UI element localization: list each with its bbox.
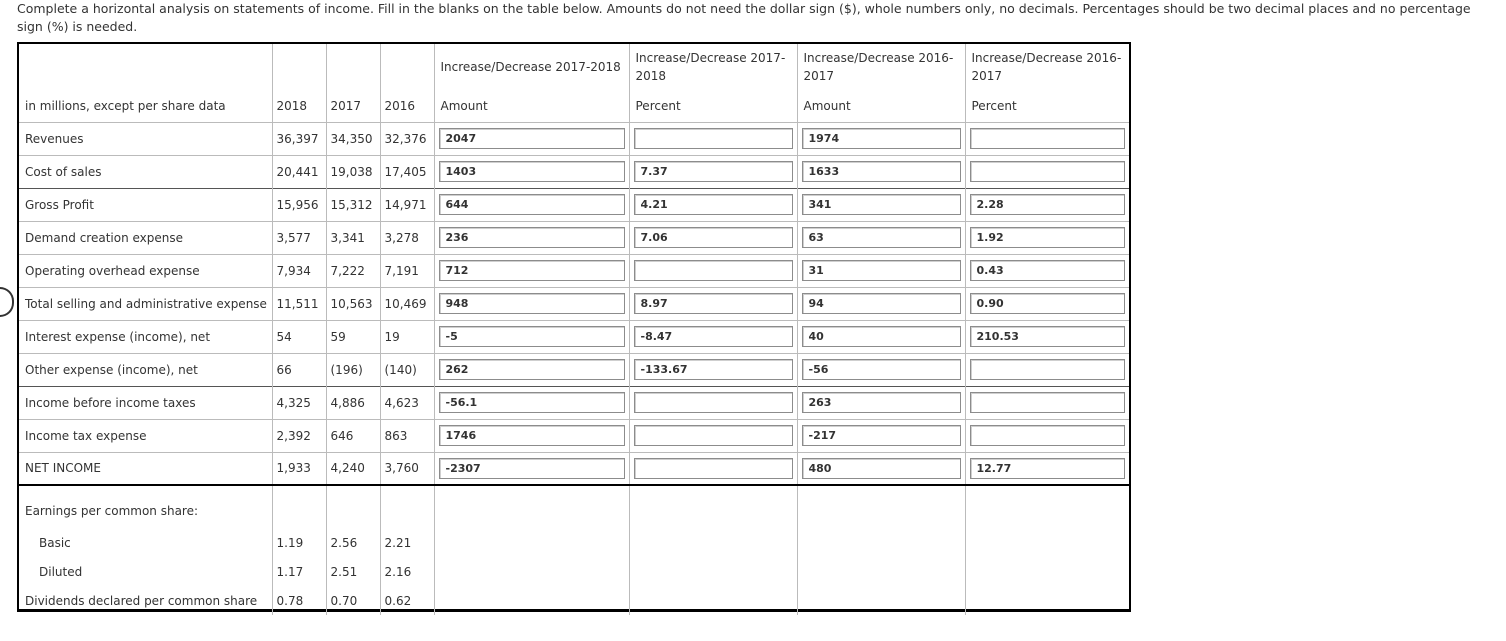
value-2017: 19,038 [326, 155, 380, 188]
eps-basic-row [19, 528, 1129, 557]
value-2018: 15,956 [272, 188, 326, 221]
row-label: Interest expense (income), net [19, 320, 272, 353]
amount-2017-2018-input-cell [434, 419, 629, 452]
table-row [19, 320, 1129, 353]
header-amount-2017-2018: Increase/Decrease 2017-2018 [434, 44, 629, 90]
row-label: Other expense (income), net [19, 353, 272, 386]
value-2016: 863 [380, 419, 434, 452]
percent-header: Percent [629, 90, 797, 122]
percent-2017-2018-input[interactable] [634, 392, 793, 413]
amount-2016-2017-input-cell [797, 221, 965, 254]
row-label: Operating overhead expense [19, 254, 272, 287]
percent-2017-2018-input[interactable]: -133.67 [634, 359, 793, 380]
value-2018: 66 [272, 353, 326, 386]
amount-2016-2017-input[interactable]: 63 [802, 227, 961, 248]
amount-2017-2018-input[interactable]: -5 [439, 326, 625, 347]
value-2016: 3,278 [380, 221, 434, 254]
percent-2016-2017-input-cell [965, 122, 1129, 155]
amount-2016-2017-input[interactable]: 263 [802, 392, 961, 413]
amount-2016-2017-input[interactable]: 31 [802, 260, 961, 281]
value-2017: 7,222 [326, 254, 380, 287]
percent-2016-2017-input[interactable] [970, 392, 1126, 413]
amount-2016-2017-input[interactable]: 40 [802, 326, 961, 347]
row-label: NET INCOME [19, 452, 272, 485]
eps-diluted-row [19, 557, 1129, 586]
section-divider [19, 485, 1129, 493]
eps-basic-2017: 2.56 [326, 528, 380, 557]
amount-2017-2018-input-cell [434, 155, 629, 188]
amount-2016-2017-input-cell [797, 188, 965, 221]
eps-heading-row [19, 493, 1129, 528]
percent-2017-2018-input[interactable] [634, 425, 793, 446]
amount-2016-2017-input-cell [797, 287, 965, 320]
eps-diluted-2017: 2.51 [326, 557, 380, 586]
horizontal-analysis-table [17, 42, 1131, 612]
dividends-2017: 0.70 [326, 586, 380, 615]
percent-2017-2018-input[interactable]: -8.47 [634, 326, 793, 347]
value-2017: 59 [326, 320, 380, 353]
value-2017: 4,886 [326, 386, 380, 419]
percent-2017-2018-input[interactable]: 8.97 [634, 293, 793, 314]
amount-2017-2018-input[interactable]: -2307 [439, 458, 625, 479]
percent-2017-2018-input[interactable]: 7.37 [634, 161, 793, 182]
amount-2016-2017-input[interactable]: 480 [802, 458, 961, 479]
percent-2016-2017-input-cell [965, 320, 1129, 353]
value-2018: 7,934 [272, 254, 326, 287]
table-row [19, 254, 1129, 287]
value-2016: 3,760 [380, 452, 434, 485]
value-2016: 19 [380, 320, 434, 353]
percent-2017-2018-input-cell [629, 221, 797, 254]
amount-2017-2018-input-cell [434, 122, 629, 155]
percent-2016-2017-input-cell [965, 287, 1129, 320]
percent-2017-2018-input[interactable]: 7.06 [634, 227, 793, 248]
eps-basic-label: Basic [39, 535, 71, 550]
row-label: Cost of sales [19, 155, 272, 188]
column-header-row [19, 44, 1129, 90]
header-blank [380, 44, 434, 90]
percent-2017-2018-input[interactable]: 4.21 [634, 194, 793, 215]
percent-2017-2018-input-cell [629, 122, 797, 155]
value-2018: 20,441 [272, 155, 326, 188]
dividends-2018: 0.78 [272, 586, 326, 615]
value-2018: 1,933 [272, 452, 326, 485]
table-row [19, 386, 1129, 419]
amount-2017-2018-input-cell [434, 320, 629, 353]
percent-2017-2018-input[interactable] [634, 260, 793, 281]
eps-diluted-label: Diluted [39, 564, 83, 579]
value-2018: 4,325 [272, 386, 326, 419]
percent-2017-2018-input-cell [629, 287, 797, 320]
dividends-label: Dividends declared per common share [25, 593, 258, 608]
percent-2016-2017-input-cell [965, 254, 1129, 287]
row-label: Income before income taxes [19, 386, 272, 419]
amount-2016-2017-input-cell [797, 353, 965, 386]
value-2018: 2,392 [272, 419, 326, 452]
amount-2016-2017-input[interactable]: -217 [802, 425, 961, 446]
amount-2016-2017-input-cell [797, 155, 965, 188]
amount-2017-2018-input[interactable]: 644 [439, 194, 625, 215]
side-tab-handle[interactable] [0, 287, 14, 317]
amount-2016-2017-input-cell [797, 254, 965, 287]
percent-2017-2018-input-cell [629, 419, 797, 452]
percent-2016-2017-input[interactable] [970, 128, 1126, 149]
amount-2017-2018-input-cell [434, 452, 629, 485]
percent-2016-2017-input-cell [965, 452, 1129, 485]
table-row [19, 155, 1129, 188]
amount-2016-2017-input-cell [797, 386, 965, 419]
amount-2016-2017-input[interactable]: 341 [802, 194, 961, 215]
header-blank [326, 44, 380, 90]
subheader-row [19, 90, 1129, 122]
amount-2017-2018-input[interactable]: 2047 [439, 128, 625, 149]
amount-2016-2017-input-cell [797, 419, 965, 452]
dividends-2016: 0.62 [380, 586, 434, 615]
amount-2016-2017-input-cell [797, 320, 965, 353]
amount-2016-2017-input[interactable]: 94 [802, 293, 961, 314]
table-row [19, 122, 1129, 155]
percent-2016-2017-input[interactable] [970, 359, 1126, 380]
value-2016: (140) [380, 353, 434, 386]
percent-2016-2017-input-cell [965, 353, 1129, 386]
header-amount-2016-2017: Increase/Decrease 2016-2017 [797, 44, 965, 90]
amount-2017-2018-input[interactable]: 712 [439, 260, 625, 281]
value-2016: 32,376 [380, 122, 434, 155]
eps-basic-2018: 1.19 [272, 528, 326, 557]
value-2016: 10,469 [380, 287, 434, 320]
percent-2016-2017-input[interactable]: 0.90 [970, 293, 1126, 314]
percent-2016-2017-input[interactable]: 2.28 [970, 194, 1126, 215]
row-label: Demand creation expense [19, 221, 272, 254]
percent-2017-2018-input[interactable] [634, 128, 793, 149]
percent-2016-2017-input-cell [965, 188, 1129, 221]
header-blank [272, 44, 326, 90]
value-2017: 34,350 [326, 122, 380, 155]
amount-2017-2018-input-cell [434, 386, 629, 419]
percent-2016-2017-input[interactable]: 1.92 [970, 227, 1126, 248]
value-2017: 15,312 [326, 188, 380, 221]
dividends-row [19, 586, 1129, 615]
percent-header: Percent [965, 90, 1129, 122]
amount-header: Amount [434, 90, 629, 122]
percent-2016-2017-input[interactable] [970, 425, 1126, 446]
value-2016: 4,623 [380, 386, 434, 419]
value-2017: 4,240 [326, 452, 380, 485]
percent-2017-2018-input-cell [629, 386, 797, 419]
header-percent-2017-2018: Increase/Decrease 2017-2018 [629, 44, 797, 90]
year-2018-header: 2018 [272, 90, 326, 122]
percent-2016-2017-input-cell [965, 155, 1129, 188]
amount-2017-2018-input[interactable]: 1403 [439, 161, 625, 182]
percent-2016-2017-input-cell [965, 221, 1129, 254]
amount-2017-2018-input-cell [434, 221, 629, 254]
row-label: Revenues [19, 122, 272, 155]
amount-2016-2017-input[interactable]: 1633 [802, 161, 961, 182]
amount-2017-2018-input[interactable]: 948 [439, 293, 625, 314]
eps-diluted-2018: 1.17 [272, 557, 326, 586]
amount-2016-2017-input[interactable]: 1974 [802, 128, 961, 149]
value-2018: 3,577 [272, 221, 326, 254]
amount-2017-2018-input-cell [434, 254, 629, 287]
amount-2016-2017-input-cell [797, 452, 965, 485]
percent-2016-2017-input[interactable]: 210.53 [970, 326, 1126, 347]
table-row [19, 287, 1129, 320]
percent-2016-2017-input[interactable]: 0.43 [970, 260, 1126, 281]
value-2018: 54 [272, 320, 326, 353]
value-2017: 10,563 [326, 287, 380, 320]
row-label: Gross Profit [19, 188, 272, 221]
eps-basic-2016: 2.21 [380, 528, 434, 557]
header-blank [19, 44, 272, 90]
row-label: Income tax expense [19, 419, 272, 452]
table-row [19, 353, 1129, 386]
instructions-text: Complete a horizontal analysis on statements of income. Fill in the blanks on the table below. Amounts do not need the dollar sign ($), whole numbers only, no decimals. Percentages should be two decimal places and no percentage sign (%) is needed. [17, 1, 1471, 34]
amount-2017-2018-input[interactable]: 1746 [439, 425, 625, 446]
percent-2017-2018-input-cell [629, 254, 797, 287]
amount-2017-2018-input[interactable]: -56.1 [439, 392, 625, 413]
amount-2017-2018-input-cell [434, 188, 629, 221]
amount-2016-2017-input-cell [797, 122, 965, 155]
header-percent-2016-2017: Increase/Decrease 2016-2017 [965, 44, 1129, 90]
value-2018: 36,397 [272, 122, 326, 155]
value-2018: 11,511 [272, 287, 326, 320]
amount-2017-2018-input[interactable]: 262 [439, 359, 625, 380]
amount-2016-2017-input[interactable]: -56 [802, 359, 961, 380]
year-2017-header: 2017 [326, 90, 380, 122]
percent-2017-2018-input[interactable] [634, 458, 793, 479]
percent-2017-2018-input-cell [629, 155, 797, 188]
percent-2017-2018-input-cell [629, 188, 797, 221]
eps-heading: Earnings per common share: [25, 503, 199, 518]
value-2017: 646 [326, 419, 380, 452]
table-row [19, 452, 1129, 485]
units-label: in millions, except per share data [25, 98, 226, 113]
value-2017: (196) [326, 353, 380, 386]
eps-diluted-2016: 2.16 [380, 557, 434, 586]
value-2016: 7,191 [380, 254, 434, 287]
amount-header: Amount [797, 90, 965, 122]
table-row [19, 188, 1129, 221]
percent-2016-2017-input[interactable] [970, 161, 1126, 182]
percent-2016-2017-input[interactable]: 12.77 [970, 458, 1126, 479]
amount-2017-2018-input-cell [434, 353, 629, 386]
percent-2016-2017-input-cell [965, 386, 1129, 419]
row-label: Total selling and administrative expense [19, 287, 272, 320]
value-2016: 14,971 [380, 188, 434, 221]
percent-2017-2018-input-cell [629, 320, 797, 353]
value-2016: 17,405 [380, 155, 434, 188]
percent-2017-2018-input-cell [629, 452, 797, 485]
amount-2017-2018-input[interactable]: 236 [439, 227, 625, 248]
value-2017: 3,341 [326, 221, 380, 254]
year-2016-header: 2016 [380, 90, 434, 122]
percent-2017-2018-input-cell [629, 353, 797, 386]
table-row [19, 419, 1129, 452]
table-row [19, 221, 1129, 254]
percent-2016-2017-input-cell [965, 419, 1129, 452]
amount-2017-2018-input-cell [434, 287, 629, 320]
